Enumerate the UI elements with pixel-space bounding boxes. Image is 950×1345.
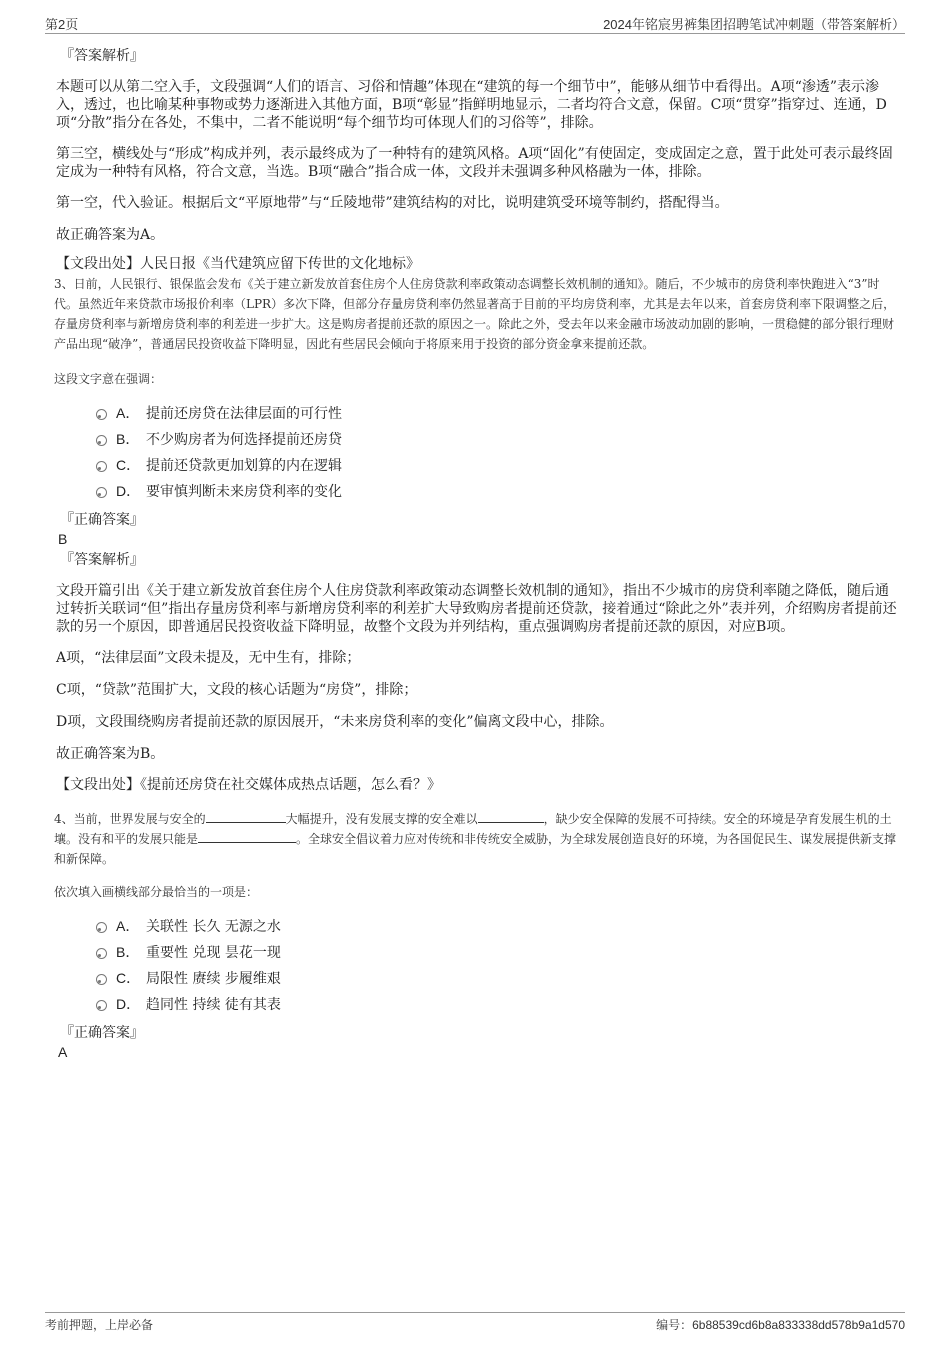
explanation-paragraph: 第一空，代入验证。根据后文“平原地带”与“丘陵地带”建筑结构的对比，说明建筑受环境等制约，搭配得当。	[56, 195, 729, 211]
option-letter: C．	[116, 970, 141, 986]
option-text: 不少购房者为何选择提前还房贷	[146, 432, 342, 448]
option-text: 提前还贷款更加划算的内在逻辑	[146, 458, 342, 474]
explanation-paragraph: 故正确答案为A。	[56, 227, 165, 243]
radio-button-icon[interactable]	[96, 487, 107, 498]
option-letter: C．	[116, 457, 141, 473]
document-serial: 编号：6b88539cd6b8a833338dd578b9a1d570	[656, 1318, 905, 1332]
fill-blank	[206, 809, 286, 823]
option-letter: D．	[116, 996, 141, 1012]
question-text: 4、当前，世界发展与安全的	[54, 812, 206, 826]
correct-answer-label: 『正确答案』	[60, 512, 144, 528]
explanation-paragraph: 第三空，横线处与“形成”构成并列，表示最终成为了一种特有的建筑风格。A项“固化”有使固定，变成固定之意，置于此处可表示最终固定成为一种特有风格，符合文意，当选。B项“融合”指合成一体，文段并未强调多种风格融为一体，排除。	[56, 146, 893, 180]
option-c[interactable]	[96, 965, 901, 991]
radio-button-icon[interactable]	[96, 409, 107, 420]
option-letter: A．	[116, 918, 140, 934]
explanation-label: 『答案解析』	[60, 48, 144, 64]
radio-button-icon[interactable]	[96, 974, 107, 985]
option-b[interactable]	[96, 426, 901, 452]
page-footer	[45, 1312, 905, 1334]
question-3-options	[96, 400, 901, 504]
option-letter: D．	[116, 483, 141, 499]
explanation-paragraph: D项，文段围绕购房者提前还款的原因展开，“未来房贷利率的变化”偏离文段中心，排除。	[56, 714, 614, 730]
question-3-prompt: 这段文字意在强调：	[54, 372, 163, 386]
radio-button-icon[interactable]	[96, 1000, 107, 1011]
correct-answer-label: 『正确答案』	[60, 1025, 144, 1041]
option-text: 局限性 赓续 步履维艰	[146, 971, 281, 987]
question-text: 。全球安全倡议着力应对传统和非传统安全威胁，为全球发展创造良好的环境，为各国促民生、谋发展提供新支撑和新保障。	[54, 832, 897, 866]
option-text: 关联性 长久 无源之水	[146, 919, 281, 935]
source-citation: 【文段出处】《提前还房贷在社交媒体成热点话题，怎么看？》	[56, 777, 441, 793]
option-text: 重要性 兑现 昙花一现	[146, 945, 281, 961]
question-text: 大幅提升，没有发展支撑的安全难以	[285, 812, 478, 826]
page-content	[56, 46, 901, 1061]
fill-blank	[478, 809, 544, 823]
footer-slogan: 考前押题，上岸必备	[45, 1318, 154, 1332]
option-d[interactable]	[96, 478, 901, 504]
radio-button-icon[interactable]	[96, 922, 107, 933]
correct-answer: B	[58, 531, 68, 547]
fill-blank	[198, 829, 296, 843]
radio-button-icon[interactable]	[96, 461, 107, 472]
option-text: 提前还房贷在法律层面的可行性	[146, 406, 342, 422]
explanation-paragraph: 故正确答案为B。	[56, 746, 165, 762]
question-4-prompt: 依次填入画横线部分最恰当的一项是：	[54, 885, 259, 899]
option-c[interactable]	[96, 452, 901, 478]
option-b[interactable]	[96, 939, 901, 965]
option-d[interactable]	[96, 991, 901, 1017]
page-header	[45, 14, 905, 34]
option-letter: B．	[116, 944, 140, 960]
explanation-paragraph: 文段开篇引出《关于建立新发放首套住房个人住房贷款利率政策动态调整长效机制的通知》，指出不少城市的房贷利率随之降低，随后通过转折关联词“但”指出存量房贷利率与新增房贷利率的利差扩大导致购房者提前还贷款，接着通过“除此之外”表并列，介绍购房者提前还款的另一个原因，即普通居民投资收益下降明显，故整个文段为并列结构，重点强调购房者提前还款的原因，对应B项。	[56, 583, 897, 635]
source-citation: 【文段出处】人民日报《当代建筑应留下传世的文化地标》	[56, 256, 420, 272]
option-a[interactable]	[96, 913, 901, 939]
option-letter: A．	[116, 405, 140, 421]
explanation-label: 『答案解析』	[60, 552, 144, 568]
explanation-paragraph: C项，“贷款”范围扩大，文段的核心话题为“房贷”，排除；	[56, 682, 418, 698]
option-letter: B．	[116, 431, 140, 447]
option-text: 要审慎判断未来房贷利率的变化	[146, 484, 342, 500]
option-a[interactable]	[96, 400, 901, 426]
correct-answer: A	[58, 1044, 68, 1060]
page-number: 第2页	[45, 17, 79, 32]
option-text: 趋同性 持续 徒有其表	[146, 997, 281, 1013]
explanation-paragraph: A项，“法律层面”文段未提及，无中生有，排除；	[56, 650, 361, 666]
radio-button-icon[interactable]	[96, 948, 107, 959]
question-4-text	[54, 809, 901, 869]
question-4-options	[96, 913, 901, 1017]
explanation-paragraph: 本题可以从第二空入手，文段强调“人们的语言、习俗和情趣”体现在“建筑的每一个细节中”，能够从细节中看得出。A项“渗透”表示渗入，透过，也比喻某种事物或势力逐渐进入其他方面，B项“彰显”指鲜明地显示，二者均符合文意，保留。C项“贯穿”指穿过、连通，D项“分散”指分在各处，不集中，二者不能说明“每个细节均可体现人们的习俗等”，排除。	[56, 79, 887, 131]
radio-button-icon[interactable]	[96, 435, 107, 446]
question-3-text: 3、日前，人民银行、银保监会发布《关于建立新发放首套住房个人住房贷款利率政策动态调整长效机制的通知》。随后，不少城市的房贷利率快跑进入“3”时代。虽然近年来贷款市场报价利率（LPR）多次下降，但部分存量房贷利率仍然显著高于目前的平均房贷利率，尤其是去年以来，首套房贷利率下限调整之后，存量房贷利率与新增房贷利率的利差进一步扩大。这是购房者提前还款的原因之一。除此之外，受去年以来金融市场波动加剧的影响，一贯稳健的部分银行理财产品出现“破净”，普通居民投资收益下降明显，因此有些居民会倾向于将原来用于投资的部分资金拿来提前还款。	[54, 277, 896, 351]
question-text: ，缺少安全保障的发展不可持续。安全的环境是孕育发展生机的土壤。没有和平的发展只能是	[54, 812, 892, 846]
document-title: 2024年铭宸男裤集团招聘笔试冲刺题（带答案解析）	[603, 17, 905, 32]
